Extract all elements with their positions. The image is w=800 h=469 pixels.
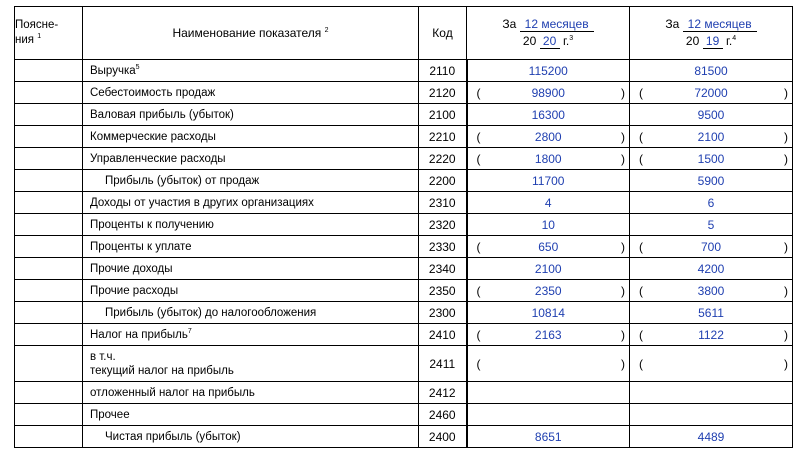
row-code: 2330 [419,236,467,258]
row-code: 2310 [419,192,467,214]
header-prev-year-suffix: г. [725,34,733,48]
value-text: 5611 [698,305,724,320]
row-note-cell [15,258,83,280]
header-cur-sup: 3 [569,35,574,42]
row-name-cell [83,382,419,404]
table-row [15,426,793,448]
header-name-sup: 2 [324,27,329,34]
value-text: 9500 [697,107,725,122]
value-text: 5900 [697,173,725,188]
row-code: 2200 [419,170,467,192]
table-row [15,236,793,258]
row-code: 2350 [419,280,467,302]
table-row [15,126,793,148]
row-value-current [467,324,630,346]
row-value-previous [630,324,793,346]
row-value-previous [630,302,793,324]
value-text: 16300 [531,107,565,122]
row-note-cell [15,214,83,236]
row-code: 2220 [419,148,467,170]
row-name-sup: 7 [187,327,192,335]
open-paren: ( [476,129,481,144]
row-code: 2300 [419,302,467,324]
row-note-cell [15,382,83,404]
row-value-previous [630,426,793,448]
value-text: 5 [707,217,715,232]
header-cur-period: 12 месяцев [520,17,594,32]
table-row [15,214,793,236]
row-name: Коммерческие расходы [90,130,216,143]
row-value-current [467,302,630,324]
row-name: Выручка [90,64,136,77]
close-paren: ) [784,356,788,371]
row-value-previous [630,382,793,404]
close-paren: ) [621,85,625,100]
table-row [15,382,793,404]
row-value-current [467,382,630,404]
row-note-cell [15,426,83,448]
row-note-cell [15,192,83,214]
row-value-current [467,192,630,214]
row-name-cell [83,104,419,126]
header-cur-year-suffix: г. [562,34,570,48]
open-paren: ( [639,151,643,166]
header-cur-year: 20 [540,34,560,49]
row-value-current [467,280,630,302]
row-note-cell [15,302,83,324]
row-code: 2412 [419,382,467,404]
row-code: 2110 [419,60,467,82]
row-name: Валовая прибыль (убыток) [90,108,234,121]
row-note-cell [15,82,83,104]
header-prev-year-prefix: 20 [685,34,700,48]
row-name-cell [83,126,419,148]
value-text: 81500 [694,63,728,78]
row-name-cell [83,82,419,104]
row-value-current [467,170,630,192]
close-paren: ) [621,239,625,254]
row-name-cell [83,170,419,192]
row-name-cell [83,280,419,302]
row-code: 2320 [419,214,467,236]
row-name-line2: текущий налог на прибыль [90,364,234,377]
row-name: Прочие расходы [90,284,179,297]
close-paren: ) [621,327,625,342]
open-paren: ( [639,356,643,371]
close-paren: ) [621,356,625,371]
row-code: 2100 [419,104,467,126]
table-row [15,280,793,302]
header-prev-sup: 4 [732,35,737,42]
row-name-cell [83,258,419,280]
row-note-cell [15,404,83,426]
row-value-current [467,60,630,82]
close-paren: ) [784,151,788,166]
header-prev-period: 12 месяцев [683,17,757,32]
table-row [15,258,793,280]
header-previous-period [630,7,793,60]
row-name-cell [83,346,419,382]
open-paren: ( [639,239,643,254]
row-value-current [467,126,630,148]
row-name-cell [83,426,419,448]
row-value-previous [630,82,793,104]
open-paren: ( [476,327,481,342]
open-paren: ( [639,85,643,100]
row-name: Налог на прибыль [90,328,188,341]
table-row [15,192,793,214]
value-text: 700 [700,239,722,254]
value-text: 6 [707,195,715,210]
table-row [15,170,793,192]
close-paren: ) [621,151,625,166]
table-row [15,302,793,324]
open-paren: ( [476,239,481,254]
row-value-current [467,426,630,448]
header-note-sup: 1 [37,33,42,41]
value-text: 650 [538,239,559,254]
row-name-cell [83,324,419,346]
row-code: 2120 [419,82,467,104]
close-paren: ) [621,283,625,298]
row-value-previous [630,236,793,258]
header-current-period [467,7,630,60]
row-code: 2340 [419,258,467,280]
row-note-cell [15,60,83,82]
value-text: 4489 [697,429,725,444]
row-name-cell [83,148,419,170]
row-value-current [467,258,630,280]
value-text: 72000 [694,85,728,100]
row-note-cell [15,148,83,170]
value-text: 98900 [531,85,565,100]
close-paren: ) [784,85,788,100]
open-paren: ( [639,283,643,298]
row-value-current [467,236,630,258]
header-code: Код [419,7,467,60]
row-note-cell [15,346,83,382]
row-name-cell [83,236,419,258]
value-text: 1500 [697,151,725,166]
value-text: 2100 [697,129,725,144]
table-row [15,104,793,126]
row-name: Прочие доходы [90,262,173,275]
row-note-cell [15,126,83,148]
row-value-current [467,82,630,104]
row-name: Прибыль (убыток) до налогообложения [105,306,317,319]
row-note-cell [15,236,83,258]
open-paren: ( [476,85,481,100]
row-code: 2411 [419,346,467,382]
row-code: 2410 [419,324,467,346]
table-row [15,404,793,426]
open-paren: ( [639,327,643,342]
table-row [15,324,793,346]
row-name: Себестоимость продаж [90,86,216,99]
value-text: 2100 [534,261,562,276]
open-paren: ( [476,283,481,298]
header-note [15,7,83,60]
row-name: Чистая прибыль (убыток) [105,430,241,443]
row-note-cell [15,280,83,302]
header-prev-prefix: За [665,17,680,31]
value-text: 8651 [534,429,562,444]
row-name: Прочее [90,408,130,421]
row-value-previous [630,148,793,170]
header-name [83,7,419,60]
row-code: 2400 [419,426,467,448]
header-cur-prefix: За [502,17,517,31]
value-text: 2800 [534,129,562,144]
row-code: 2210 [419,126,467,148]
row-code: 2460 [419,404,467,426]
value-text: 10 [541,217,555,232]
row-value-current [467,346,630,382]
row-name-cell [83,302,419,324]
row-note-cell [15,170,83,192]
table-row [15,346,793,382]
row-value-current [467,148,630,170]
row-name-sup: 5 [135,63,140,71]
row-value-previous [630,346,793,382]
income-statement-table [14,6,793,448]
row-name-cell [83,404,419,426]
header-name-text: Наименование показателя [172,26,322,40]
close-paren: ) [621,129,625,144]
value-text: 4200 [697,261,725,276]
row-name-cell [83,214,419,236]
value-text: 10814 [531,305,565,320]
row-name: Доходы от участия в других организациях [90,196,314,209]
table-row [15,148,793,170]
open-paren: ( [476,356,481,371]
row-name: в т.ч. [90,350,116,363]
row-value-current [467,104,630,126]
row-value-previous [630,126,793,148]
close-paren: ) [784,239,788,254]
row-value-previous [630,192,793,214]
open-paren: ( [476,151,481,166]
row-value-previous [630,104,793,126]
value-text: 1122 [698,327,724,342]
row-value-previous [630,280,793,302]
header-note-line1: Поясне- [15,19,59,31]
row-value-previous [630,258,793,280]
value-text: 11700 [532,173,565,188]
value-text: 2350 [534,283,562,298]
table-header-row [15,7,793,60]
open-paren: ( [639,129,643,144]
row-name: Управленческие расходы [90,152,226,165]
row-name: Проценты к уплате [90,240,192,253]
row-value-previous [630,214,793,236]
row-name: Проценты к получению [90,218,214,231]
table-body [15,60,793,448]
row-name-cell [83,192,419,214]
row-name: отложенный налог на прибыль [90,386,255,399]
header-cur-year-prefix: 20 [522,34,537,48]
table-row [15,60,793,82]
row-value-current [467,214,630,236]
row-value-current [467,404,630,426]
header-note-line2: ния [15,34,35,46]
table-row [15,82,793,104]
row-name-cell [83,60,419,82]
row-name: Прибыль (убыток) от продаж [105,174,260,187]
income-statement-sheet [14,6,792,460]
value-text: 2163 [534,327,562,342]
value-text: 4 [544,195,552,210]
close-paren: ) [784,283,788,298]
row-value-previous [630,404,793,426]
value-text: 1800 [534,151,562,166]
row-value-previous [630,170,793,192]
value-text: 3800 [697,283,725,298]
close-paren: ) [784,129,788,144]
header-prev-year: 19 [703,34,723,49]
row-note-cell [15,324,83,346]
value-text: 115200 [528,63,568,78]
close-paren: ) [784,327,788,342]
row-note-cell [15,104,83,126]
row-value-previous [630,60,793,82]
